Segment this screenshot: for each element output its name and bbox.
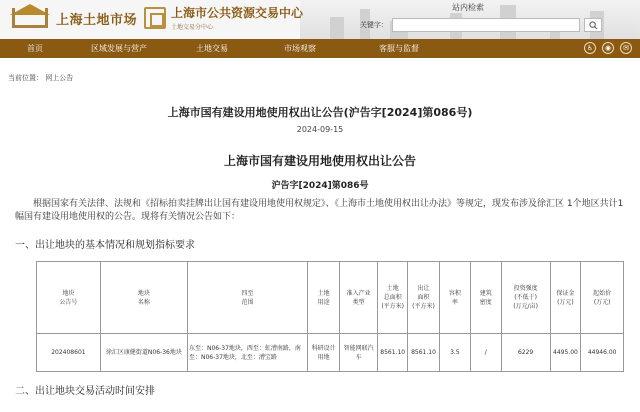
table-cell: 3.5 (439, 334, 470, 372)
nav-item-land-trading[interactable]: 土地交易 (196, 44, 228, 53)
table-header-cell: 地块 公告号 (37, 262, 101, 334)
section-heading-2: 二、出让地块交易活动时间安排 (15, 386, 155, 397)
site-header (0, 0, 640, 39)
search-input[interactable] (392, 18, 580, 32)
table-header-cell: 保证金 (万元) (550, 262, 581, 334)
parcel-table (36, 261, 624, 372)
search-label: 关键字： (360, 21, 388, 29)
nav-item-regional-development[interactable]: 区域发展与营产 (91, 44, 147, 53)
nav-icons (584, 42, 632, 54)
table-header-cell: 土地 总面积 (平方米) (378, 262, 408, 334)
nav-item-market-observation[interactable]: 市场观察 (284, 44, 316, 53)
table-header-cell: 四至 范围 (187, 262, 307, 334)
resource-center-logo-icon (144, 7, 166, 29)
accessibility-icon[interactable]: ♿ (584, 42, 596, 54)
table-cell: 6229 (501, 334, 550, 372)
table-header-cell: 起始价 (万元) (581, 262, 624, 334)
nav-item-home[interactable]: 首页 (27, 44, 43, 53)
search-icon (589, 21, 598, 30)
table-cell: 徐汇区康健街道N06-36地块 (100, 334, 187, 372)
table-cell: 东至：N06-37地块，西至：虹漕南路，南至：N06-37地块，北至：漕宝路 (187, 334, 307, 372)
land-market-logo-icon (10, 6, 50, 30)
main-nav (0, 39, 640, 58)
notice-number: 沪告字[2024]第086号 (271, 181, 369, 191)
table-cell: 44946.00 (581, 334, 624, 372)
table-header-cell: 准入产业 类型 (340, 262, 378, 334)
table-cell: 8561.10 (378, 334, 408, 372)
table-cell: / (470, 334, 501, 372)
search-button[interactable] (584, 18, 602, 32)
page-date: 2024-09-15 (296, 125, 344, 134)
table-header-cell: 容积 率 (439, 262, 470, 334)
table-cell: 8561.10 (408, 334, 440, 372)
public-resource-center-logo[interactable] (144, 4, 303, 31)
search-title: 站内检索 (452, 3, 484, 12)
table-header-cell: 建筑 密度 (470, 262, 501, 334)
table-header-cell: 土地 用途 (308, 262, 340, 334)
table-row (37, 334, 624, 372)
table-cell: 科研设计用地 (308, 334, 340, 372)
intro-paragraph: 根据国家有关法律、法规和《招标拍卖挂牌出让国有建设用地使用权规定》、《上海市土地使用权出让办法》等规定，现发布涉及徐汇区 1个地区共计1幅国有建设用地使用权的公告。现将有关情况公告如下： (15, 199, 624, 222)
section-heading-1: 一、出让地块的基本情况和规划指标要求 (15, 240, 195, 251)
table-header-cell: 地块 名称 (100, 262, 187, 334)
table-header-row (37, 262, 624, 334)
logo2-title: 上海市公共资源交易中心 (171, 6, 304, 20)
table-cell: 202408601 (37, 334, 101, 372)
page-title: 上海市国有建设用地使用权出让公告(沪告字[2024]第086号) (167, 106, 473, 119)
notice-title: 上海市国有建设用地使用权出让公告 (223, 154, 416, 168)
shanghai-land-market-logo[interactable] (10, 6, 137, 30)
table-header-cell: 出让 面积 (平方米) (408, 262, 440, 334)
wechat-icon[interactable]: ✉ (620, 42, 632, 54)
table-cell: 智能网联汽车 (340, 334, 378, 372)
logo1-text: 上海土地市场 (56, 12, 138, 28)
weibo-icon[interactable]: ◉ (602, 42, 614, 54)
search-box (360, 18, 602, 32)
breadcrumb: 当前位置： 网上公告 (8, 74, 74, 82)
table-header-cell: 投资强度 (不低于) (万元/亩) (501, 262, 550, 334)
table-cell: 4495.00 (550, 334, 581, 372)
nav-item-customer-service[interactable]: 客服与监督 (379, 44, 419, 53)
logo2-subtitle: 土地交易分中心 (171, 24, 214, 31)
